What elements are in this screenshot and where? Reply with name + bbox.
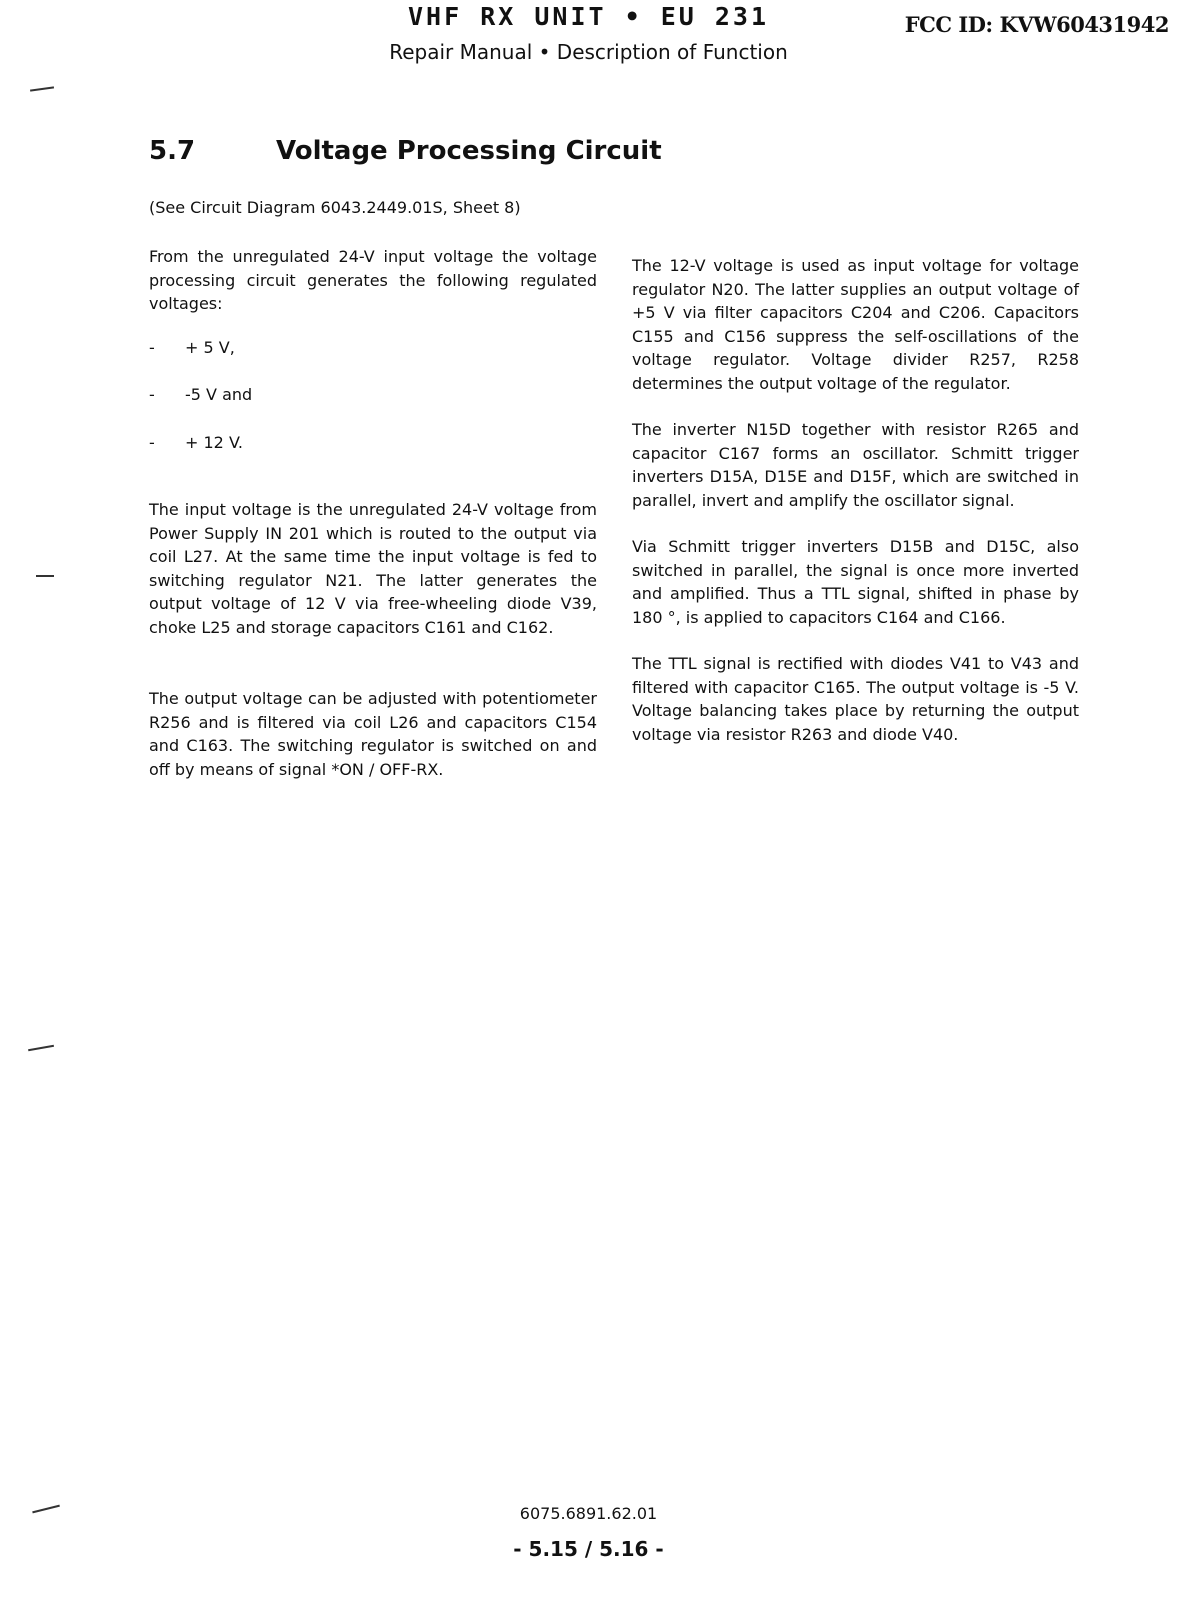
document-title: VHF RX UNIT • EU 231 [407,2,770,31]
list-item-text: + 12 V. [185,432,243,452]
document-number: 6075.6891.62.01 [519,1504,658,1523]
fcc-id-stamp: FCC ID: KVW60431942 [904,12,1169,37]
intro-paragraph: From the unregulated 24-V input voltage the voltage processing circuit generates the following regulated voltages: [149,247,597,313]
document-subtitle: Repair Manual • Description of Function [389,40,788,64]
bullet-dash: - [149,337,155,357]
scan-mark [30,86,54,91]
scan-mark [36,575,54,577]
list-item [149,431,597,455]
section-title: Voltage Processing Circuit [276,136,662,166]
list-item [149,336,597,360]
list-item-text: + 5 V, [185,337,235,357]
bullet-dash: - [149,432,155,452]
right-column [632,254,1079,746]
left-column [149,245,597,781]
section-number: 5.7 [149,136,196,166]
diagram-reference: (See Circuit Diagram 6043.2449.01S, Sheet 8) [149,198,521,217]
list-item-text: -5 V and [185,385,253,404]
ttl-signal-paragraph: Via Schmitt trigger inverters D15B and D15C, also switched in parallel, the signal is once more inverted and amplified. Thus a TTL signal, shifted in phase by 180 °, is applied to capacitors C164 and C166. [632,537,1079,627]
regulator-paragraph: The 12-V voltage is used as input voltage for voltage regulator N20. The latter supplies an output voltage of +5 V via filter capacitors C204 and C206. Capacitors C155 and C156 suppress the self-oscillations of the voltage regulator. Voltage divider R257, R258 determines the output voltage of the regulator. [632,256,1079,393]
page-number: - 5.15 / 5.16 - [513,1537,664,1561]
output-adjust-paragraph: The output voltage can be adjusted with potentiometer R256 and is filtered via coil L26 and capacitors C154 and C163. The switching regulator is switched on and off by means of signal *ON / OFF-RX. [149,689,597,779]
bullet-dash: - [149,385,155,404]
list-item [149,383,597,407]
voltage-list [149,336,597,455]
scan-mark [28,1045,54,1051]
input-voltage-paragraph: The input voltage is the unregulated 24-V voltage from Power Supply IN 201 which is routed to the output via coil L27. At the same time the input voltage is fed to switching regulator N21. The latter generates the output voltage of 12 V via free-wheeling diode V39, choke L25 and storage capacitors C161 and C162. [149,500,597,637]
oscillator-paragraph: The inverter N15D together with resistor R265 and capacitor C167 forms an oscillator. Schmitt trigger inverters D15A, D15E and D15F, which are switched in parallel, invert and amplify the oscillator signal. [632,420,1079,510]
rectifier-paragraph: The TTL signal is rectified with diodes V41 to V43 and filtered with capacitor C165. The output voltage is -5 V. Voltage balancing takes place by returning the output voltage via resistor R263 and diode V40. [632,654,1079,744]
